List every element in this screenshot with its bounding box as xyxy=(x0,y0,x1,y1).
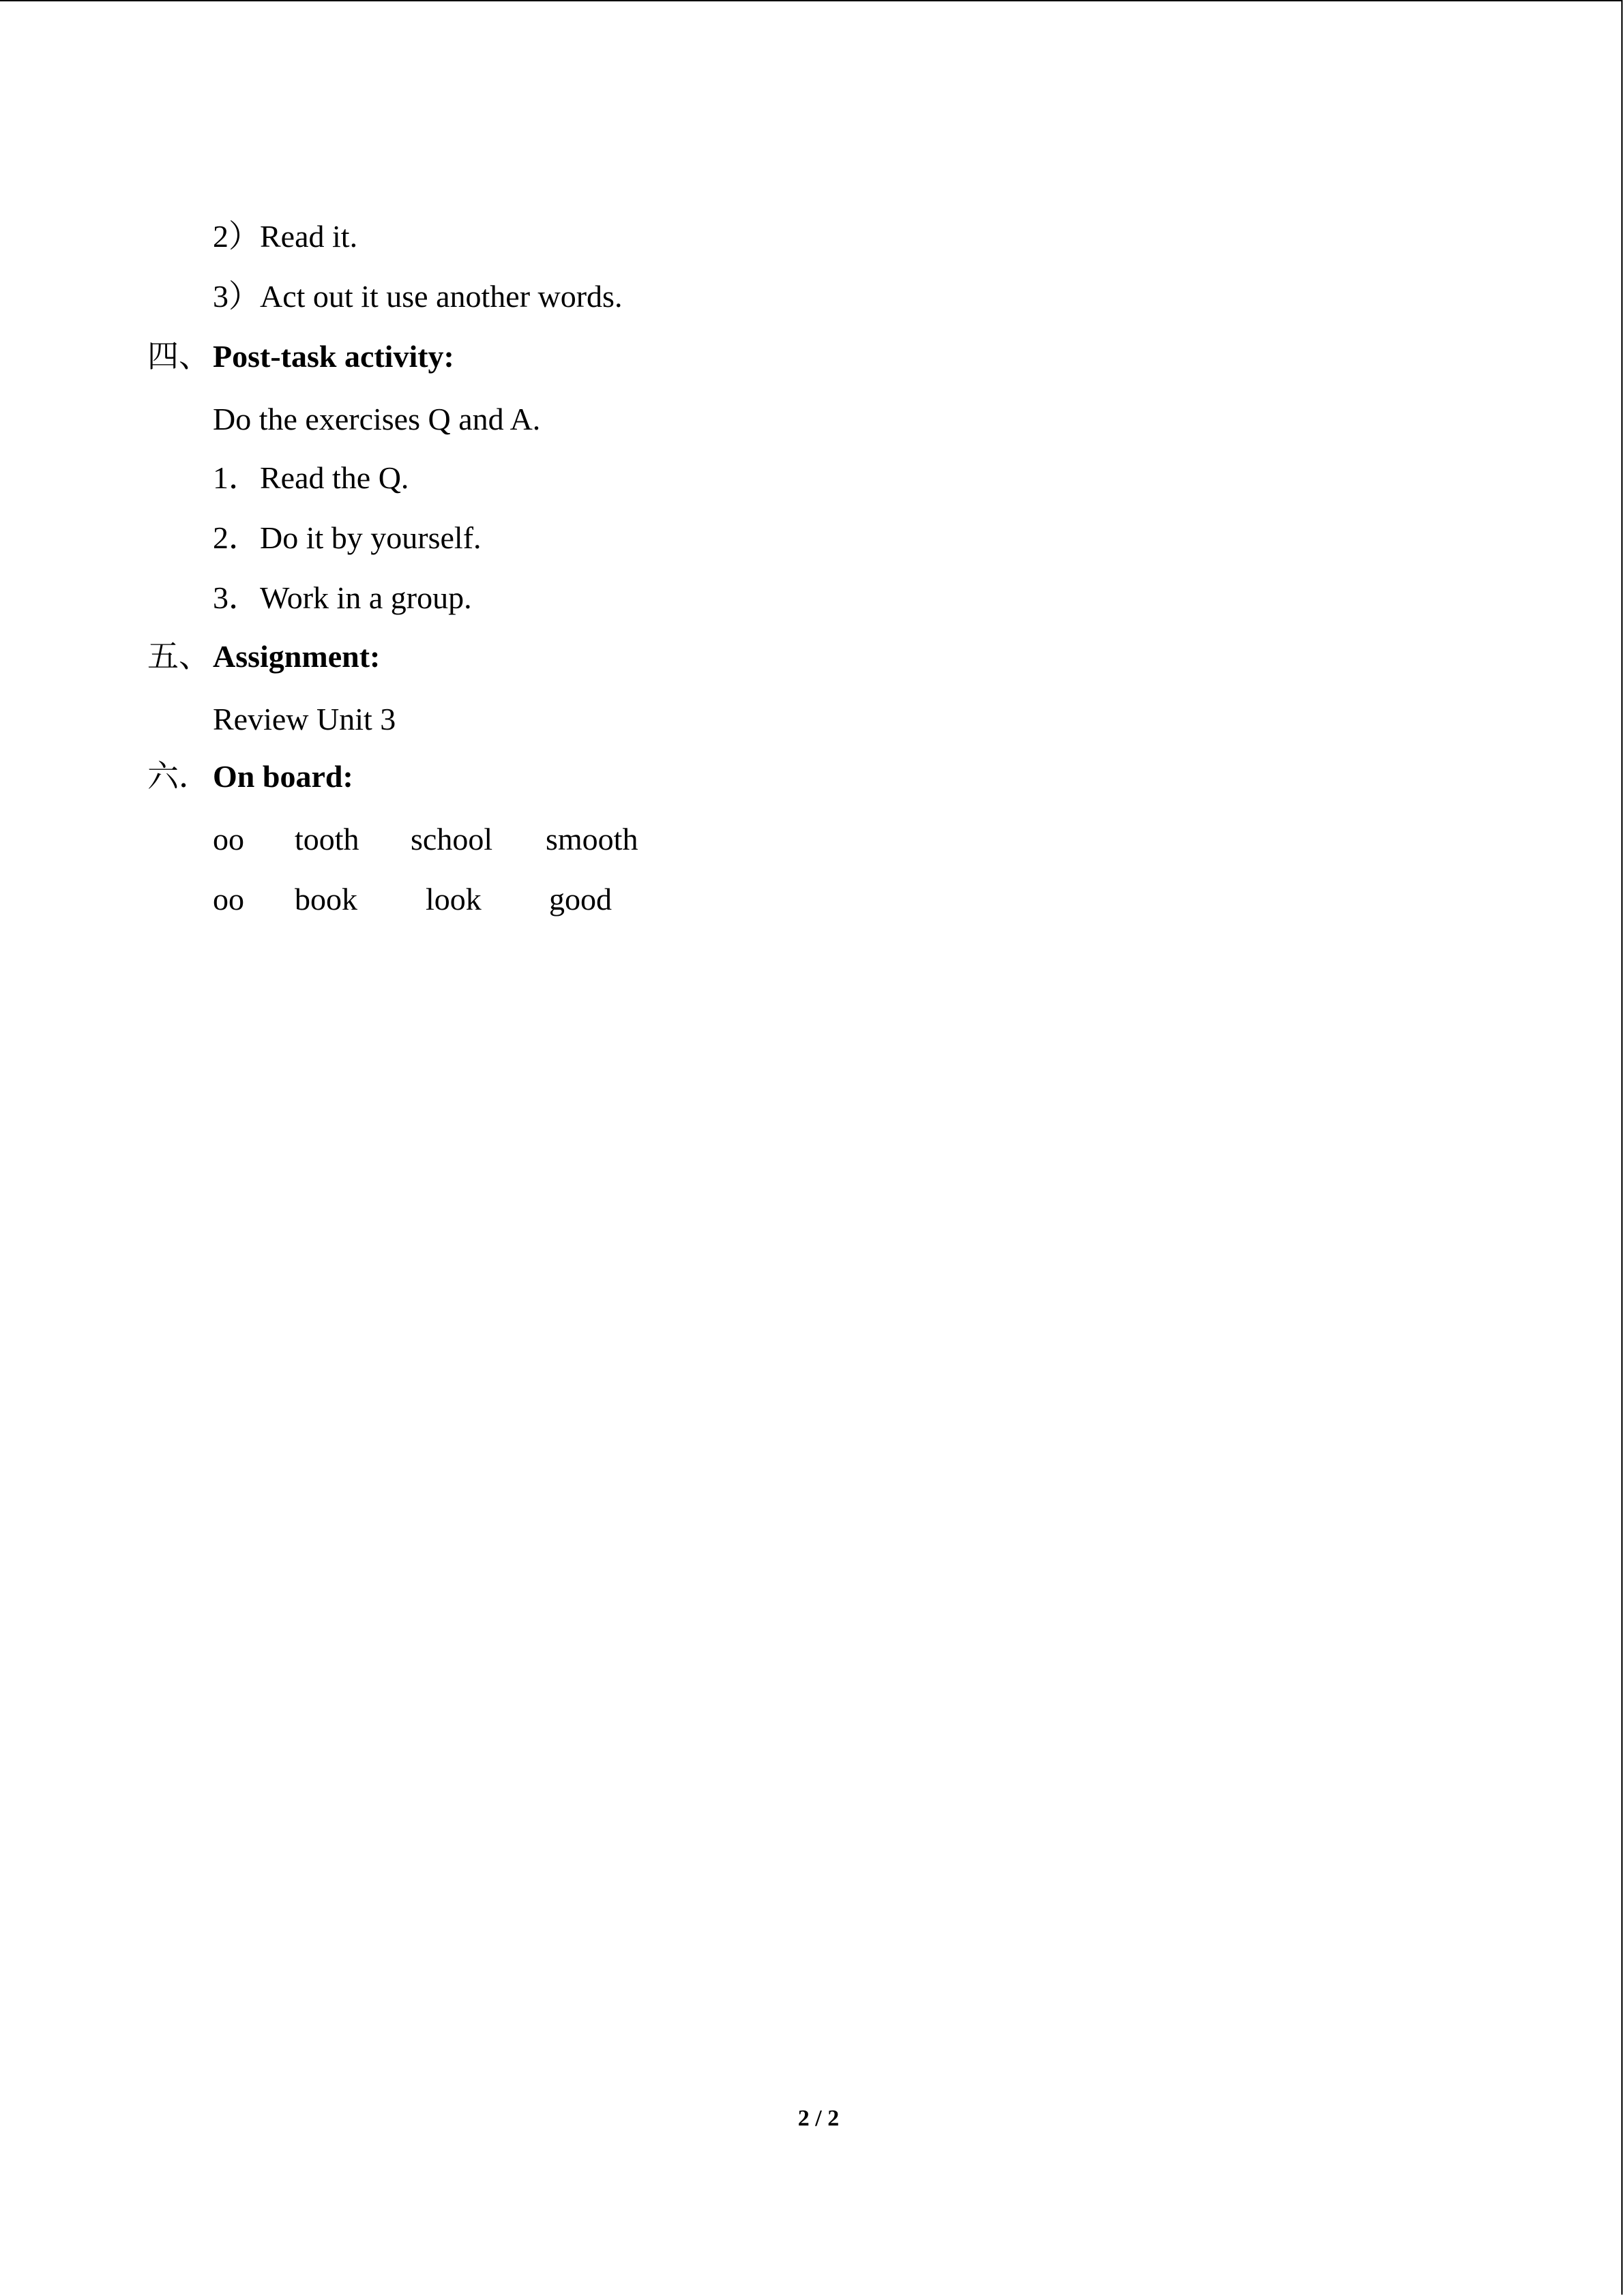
item-text: Work in a group. xyxy=(260,580,472,615)
page-number: 2 / 2 xyxy=(797,2106,840,2131)
item-text: Read the Q. xyxy=(260,460,409,495)
step-number: 3） xyxy=(213,279,260,314)
section-marker: 五、 xyxy=(147,639,210,674)
board-word: smooth xyxy=(546,822,638,856)
item-number: 1． xyxy=(213,460,260,495)
section-title: On board: xyxy=(213,759,353,794)
item-number: 2． xyxy=(213,520,260,555)
list-item xyxy=(213,582,472,614)
section-marker: 六． xyxy=(147,759,210,794)
item-text: Do it by yourself. xyxy=(260,520,482,555)
section-title: Assignment: xyxy=(213,639,381,674)
board-word: oo xyxy=(213,882,244,916)
section-intro: Do the exercises Q and A. xyxy=(213,402,541,436)
step-item xyxy=(213,281,622,312)
list-item xyxy=(213,462,409,494)
item-number: 3． xyxy=(213,580,260,615)
step-item xyxy=(213,221,357,252)
board-word: tooth xyxy=(295,822,359,856)
section-marker: 四、 xyxy=(147,339,210,374)
section-body: Review Unit 3 xyxy=(213,702,396,736)
list-item xyxy=(213,522,482,554)
step-text: Act out it use another words. xyxy=(260,279,623,314)
board-word: book xyxy=(295,882,357,916)
step-number: 2） xyxy=(213,219,260,254)
board-row xyxy=(213,884,690,918)
section-title: Post-task activity: xyxy=(213,339,454,374)
board-word: oo xyxy=(213,822,244,856)
board-row xyxy=(213,824,690,858)
board-word: good xyxy=(549,882,612,916)
step-text: Read it. xyxy=(260,219,358,254)
board-word: school xyxy=(411,822,493,856)
board-word: look xyxy=(426,882,482,916)
